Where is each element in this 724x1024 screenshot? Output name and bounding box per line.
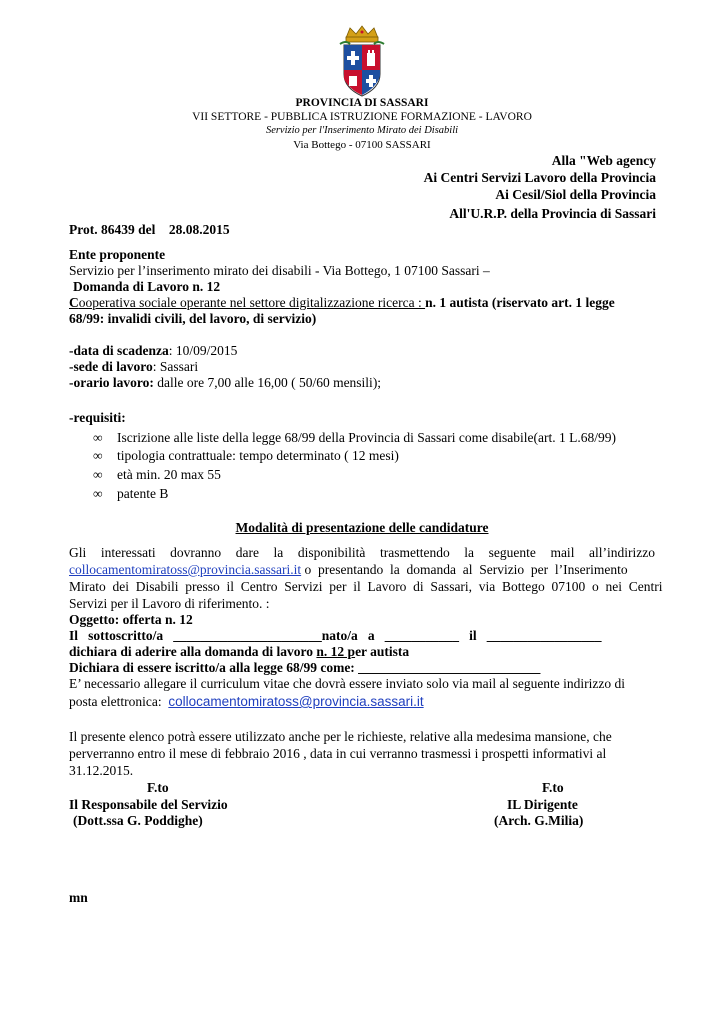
right-fto: F.to: [542, 780, 564, 795]
scadenza-line: [69, 343, 237, 359]
modalita-line-4: Servizi per il Lavoro di riferimento. :: [69, 596, 270, 611]
curriculum-label: posta elettronica:: [69, 694, 169, 709]
bullet-icon: ∞: [93, 467, 103, 482]
dichiara-aderire-text: dichiara di aderire alla domanda di lavoro: [69, 644, 317, 659]
curriculum-line-1: E’ necessario allegare il curriculum vitae che dovrà essere inviato solo via mail al seguente indirizzo di: [69, 676, 626, 691]
coat-of-arms-emblem: [336, 24, 388, 98]
header-address: Via Bottego - 07100 SASSARI: [293, 139, 431, 151]
dichiara-iscritto-line: Dichiara di essere iscritto/a alla legge 68/99 come: ___________________________: [69, 660, 541, 675]
email-link[interactable]: collocamentomiratoss@provincia.sassari.it: [69, 562, 302, 577]
right-name: (Arch. G.Milia): [494, 813, 584, 828]
modalita-line-3: Mirato dei Disabili presso il Centro Servizi per il Lavoro di Sassari, via Bottego 07100 o nei Centri: [69, 579, 663, 594]
scadenza-label: -data di scadenza: [69, 343, 169, 358]
right-role: IL Dirigente: [507, 797, 578, 812]
modalita-line-2: [69, 562, 628, 578]
bullet-icon: ∞: [93, 448, 103, 463]
curriculum-line-2: [69, 694, 424, 710]
recipient-line: Ai Centri Servizi Lavoro della Provincia: [423, 170, 656, 185]
notice-line-2: perverranno entro il mese di febbraio 2016 , data in cui verranno trasmessi i prospetti informativi al: [69, 746, 607, 761]
dichiara-aderire-number: n. 12 p: [316, 644, 356, 659]
author-initials: mn: [69, 890, 88, 905]
dichiara-aderire-role: er autista: [355, 644, 410, 659]
domanda-title: Domanda di Lavoro n. 12: [73, 279, 221, 294]
orario-line: [69, 375, 381, 391]
modalita-heading: Modalità di presentazione delle candidature: [235, 520, 489, 535]
notice-line-3: 31.12.2015.: [69, 763, 134, 778]
ente-heading: Ente proponente: [69, 247, 166, 262]
requisito-item: età min. 20 max 55: [117, 467, 221, 482]
email-link-2[interactable]: collocamentomiratoss@provincia.sassari.it: [168, 694, 424, 709]
coop-position-cont: 68/99: invalidi civili, del lavoro, di servizio): [69, 311, 317, 326]
requisiti-heading: -requisiti:: [69, 410, 126, 425]
modalita-line-1: Gli interessati dovranno dare la disponibilità trasmettendo la seguente mail all’indirizzo: [69, 545, 655, 560]
dichiara-aderire-line: [69, 644, 409, 660]
left-fto: F.to: [147, 780, 169, 795]
modalita-line-2-text: o presentando la domanda al Servizio per l’Inserimento: [301, 562, 628, 577]
coop-initial: C: [69, 295, 79, 310]
sede-line: [69, 359, 198, 375]
protocol-number: Prot. 86439 del 28.08.2015: [69, 222, 230, 237]
ente-text: Servizio per l’inserimento mirato dei disabili - Via Bottego, 1 07100 Sassari –: [69, 263, 490, 278]
bullet-icon: ∞: [93, 486, 103, 501]
scadenza-value: : 10/09/2015: [168, 343, 238, 358]
orario-value: dalle ore 7,00 alle 16,00 ( 50/60 mensili);: [153, 375, 382, 390]
header-org: PROVINCIA DI SASSARI: [295, 97, 429, 109]
header-service: Servizio per l'Inserimento Mirato dei Disabili: [265, 125, 459, 136]
cooperativa-line: [69, 295, 615, 311]
notice-line-1: Il presente elenco potrà essere utilizzato anche per le richieste, relative alla medesima mansione, che: [69, 729, 612, 744]
recipient-line: Ai Cesil/Siol della Provincia: [495, 187, 656, 202]
oggetto-line: Oggetto: offerta n. 12: [69, 612, 193, 627]
recipient-line: All'U.R.P. della Provincia di Sassari: [449, 206, 656, 221]
left-role: Il Responsabile del Servizio: [69, 797, 228, 812]
sede-value: : Sassari: [152, 359, 199, 374]
requisito-item: tipologia contrattuale: tempo determinato ( 12 mesi): [117, 448, 399, 463]
coop-position: n. 1 autista (riservato art. 1 legge: [425, 295, 615, 310]
recipient-line: Alla "Web agency: [551, 153, 656, 168]
orario-label: -orario lavoro:: [69, 375, 154, 390]
requisito-item: Iscrizione alle liste della legge 68/99 della Provincia di Sassari come disabile(art. 1 L.68/99): [117, 430, 616, 445]
header-sector: VII SETTORE - PUBBLICA ISTRUZIONE FORMAZIONE - LAVORO: [192, 111, 532, 123]
sottoscritto-line: Il sottoscritto/a ______________________nato/a a ___________ il _________________: [69, 628, 602, 643]
coop-description: ooperativa sociale operante nel settore digitalizzazione ricerca :: [78, 295, 426, 310]
left-name: (Dott.ssa G. Poddighe): [73, 813, 203, 828]
requisito-item: patente B: [117, 486, 169, 501]
bullet-icon: ∞: [93, 430, 103, 445]
sede-label: -sede di lavoro: [69, 359, 153, 374]
